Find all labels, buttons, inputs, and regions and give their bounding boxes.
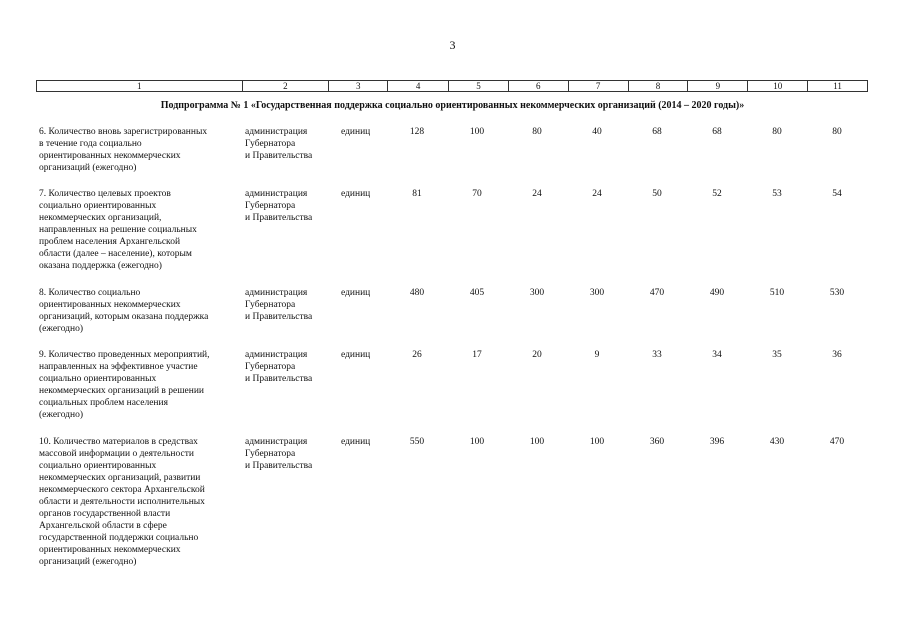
- indicator-line: массовой информации о деятельности: [39, 449, 194, 459]
- indicator-value: 470: [649, 288, 665, 298]
- indicator-value: 70: [472, 189, 482, 199]
- indicator-line: Архангельской области в сфере: [39, 521, 167, 531]
- indicator-value: 34: [712, 350, 722, 360]
- indicator-value: 81: [412, 189, 422, 199]
- indicator-value: 68: [652, 127, 662, 137]
- indicator-value: 26: [412, 350, 422, 360]
- indicator-value: 480: [409, 288, 425, 298]
- indicator-value: 300: [529, 288, 545, 298]
- executor-line: и Правительства: [245, 312, 313, 322]
- indicator-line: области и деятельности исполнительных: [39, 497, 205, 507]
- indicator-name: [39, 436, 244, 568]
- indicator-value: 530: [829, 288, 845, 298]
- header-cell-10: 10: [748, 81, 808, 91]
- indicator-line: области (далее – население), которым: [39, 249, 192, 259]
- indicator-line: (ежегодно): [39, 410, 84, 420]
- indicator-value: 396: [709, 437, 725, 447]
- page-number: 3: [449, 38, 456, 52]
- header-cell-8: 8: [629, 81, 689, 91]
- indicator-value: 510: [769, 288, 785, 298]
- unit-of-measure: единиц: [341, 350, 371, 360]
- executor-line: администрация: [245, 288, 308, 298]
- executor-line: и Правительства: [245, 461, 313, 471]
- indicator-line: ориентированных некоммерческих: [39, 545, 181, 555]
- indicator-line: некоммерческого сектора Архангельской: [39, 485, 205, 495]
- indicator-value: 80: [772, 127, 782, 137]
- header-cell-4: 4: [388, 81, 449, 91]
- indicator-line: 10. Количество материалов в средствах: [39, 437, 198, 447]
- indicator-value: 24: [532, 189, 542, 199]
- executor-line: Губернатора: [245, 139, 296, 149]
- indicator-line: некоммерческих организаций в решении: [39, 386, 205, 396]
- header-cell-7: 7: [569, 81, 629, 91]
- executor-line: администрация: [245, 189, 308, 199]
- indicator-value: 36: [832, 350, 842, 360]
- indicator-value: 54: [832, 189, 842, 199]
- executor-line: администрация: [245, 127, 308, 137]
- indicator-value: 80: [832, 127, 842, 137]
- header-cell-9: 9: [688, 81, 748, 91]
- column-number-header: [36, 80, 868, 92]
- executor-name: [245, 436, 335, 472]
- executor-name: [245, 126, 335, 162]
- executor-line: Губернатора: [245, 449, 296, 459]
- indicator-value: 300: [589, 288, 605, 298]
- indicator-line: 8. Количество социально: [39, 288, 141, 298]
- unit-of-measure: единиц: [341, 288, 371, 298]
- indicator-name: [39, 349, 244, 421]
- header-cell-2: 2: [243, 81, 330, 91]
- indicator-line: ориентированных некоммерческих: [39, 300, 181, 310]
- header-cell-1: 1: [37, 81, 243, 91]
- indicator-line: (ежегодно): [39, 324, 84, 334]
- indicator-value: 100: [469, 127, 485, 137]
- executor-line: и Правительства: [245, 213, 313, 223]
- header-cell-6: 6: [509, 81, 569, 91]
- executor-line: Губернатора: [245, 300, 296, 310]
- indicator-value: 33: [652, 350, 662, 360]
- indicator-value: 20: [532, 350, 542, 360]
- indicator-line: ориентированных некоммерческих: [39, 151, 181, 161]
- indicator-line: организаций (ежегодно): [39, 557, 137, 567]
- indicator-line: 9. Количество проведенных мероприятий,: [39, 350, 210, 360]
- subprogram-title: Подпрограмма № 1 «Государственная поддержка социально ориентированных некоммерческих организаций (2014 – 2020 годы)»: [160, 100, 745, 111]
- indicator-value: 80: [532, 127, 542, 137]
- indicator-value: 35: [772, 350, 782, 360]
- executor-line: администрация: [245, 437, 308, 447]
- indicator-line: некоммерческих организаций, развитии: [39, 473, 201, 483]
- executor-line: и Правительства: [245, 151, 313, 161]
- indicator-line: социально ориентированных: [39, 201, 157, 211]
- indicator-line: организаций, которым оказана поддержка: [39, 312, 209, 322]
- executor-line: Губернатора: [245, 362, 296, 372]
- unit-of-measure: единиц: [341, 189, 371, 199]
- executor-line: и Правительства: [245, 374, 313, 384]
- indicator-line: оказана поддержка (ежегодно): [39, 261, 162, 271]
- unit-of-measure: единиц: [341, 127, 371, 137]
- header-cell-5: 5: [449, 81, 509, 91]
- indicator-name: [39, 287, 244, 335]
- executor-name: [245, 287, 335, 323]
- indicator-line: социально ориентированных: [39, 461, 157, 471]
- indicator-line: государственной поддержки социально: [39, 533, 199, 543]
- indicator-value: 490: [709, 288, 725, 298]
- indicator-value: 24: [592, 189, 602, 199]
- indicator-value: 40: [592, 127, 602, 137]
- indicator-line: направленных на решение социальных: [39, 225, 197, 235]
- indicator-line: социальных проблем населения: [39, 398, 168, 408]
- header-cell-11: 11: [833, 81, 842, 91]
- indicator-value: 50: [652, 189, 662, 199]
- indicator-value: 470: [829, 437, 845, 447]
- indicator-line: некоммерческих организаций,: [39, 213, 162, 223]
- indicator-value: 68: [712, 127, 722, 137]
- executor-line: администрация: [245, 350, 308, 360]
- indicator-line: социально ориентированных: [39, 374, 157, 384]
- indicator-line: 7. Количество целевых проектов: [39, 189, 171, 199]
- indicator-line: органов государственной власти: [39, 509, 171, 519]
- indicator-value: 52: [712, 189, 722, 199]
- unit-of-measure: единиц: [341, 437, 371, 447]
- indicator-value: 100: [529, 437, 545, 447]
- header-cell-3: 3: [329, 81, 388, 91]
- indicator-value: 430: [769, 437, 785, 447]
- indicator-line: направленных на эффективное участие: [39, 362, 198, 372]
- indicator-line: проблем населения Архангельской: [39, 237, 181, 247]
- indicator-value: 9: [594, 350, 600, 360]
- indicator-line: 6. Количество вновь зарегистрированных: [39, 127, 208, 137]
- indicator-value: 128: [409, 127, 425, 137]
- indicator-value: 360: [649, 437, 665, 447]
- indicator-value: 100: [469, 437, 485, 447]
- executor-name: [245, 188, 335, 224]
- indicator-line: организаций (ежегодно): [39, 163, 137, 173]
- indicator-value: 53: [772, 189, 782, 199]
- indicator-line: в течение года социально: [39, 139, 142, 149]
- indicator-value: 17: [472, 350, 482, 360]
- executor-line: Губернатора: [245, 201, 296, 211]
- indicator-name: [39, 126, 244, 174]
- indicator-value: 100: [589, 437, 605, 447]
- indicator-value: 550: [409, 437, 425, 447]
- executor-name: [245, 349, 335, 385]
- indicator-value: 405: [469, 288, 485, 298]
- indicator-name: [39, 188, 244, 272]
